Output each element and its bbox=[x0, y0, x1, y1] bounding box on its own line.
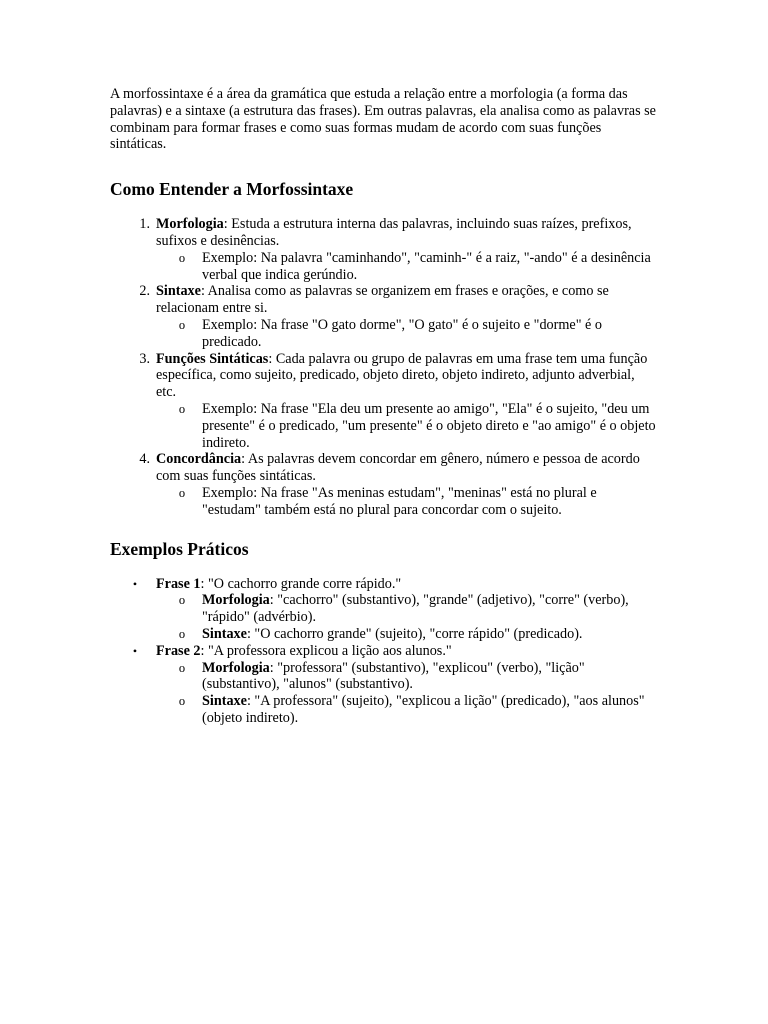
sub-item-text: : "A professora" (sujeito), "explicou a lição" (predicado), "aos alunos" (objeto indireto). bbox=[202, 693, 645, 726]
list-number: 3. bbox=[139, 350, 150, 367]
item-text: : "A professora explicou a lição aos alunos." bbox=[200, 642, 452, 659]
sub-bullet-icon: o bbox=[178, 694, 186, 709]
document-page bbox=[110, 86, 658, 727]
list-item-funcoes-sintaticas bbox=[110, 351, 658, 452]
sub-list bbox=[156, 250, 658, 284]
example-item bbox=[156, 401, 658, 451]
list-item-sintaxe bbox=[110, 283, 658, 350]
term-label: Frase 2 bbox=[156, 642, 201, 659]
sub-bullet-icon: o bbox=[178, 317, 186, 332]
item-text: : "O cachorro grande corre rápido." bbox=[200, 575, 402, 592]
list-number: 1. bbox=[139, 216, 150, 233]
example-item bbox=[156, 485, 658, 519]
intro-paragraph: A morfossintaxe é a área da gramática que estuda a relação entre a morfologia (a forma das palavras) e a sintaxe (a estrutura das frases). Em outras palavras, ela analisa como as palavras se combinam para formar frases e como suas formas mudam de acordo com suas funções sintáticas. bbox=[110, 86, 656, 153]
section-heading-como-entender: Como Entender a Morfossintaxe bbox=[110, 179, 354, 200]
sub-list bbox=[156, 401, 658, 451]
list-item-morfologia bbox=[110, 216, 658, 283]
numbered-list bbox=[110, 216, 658, 518]
example-item bbox=[156, 317, 658, 351]
example-text: Exemplo: Na palavra "caminhando", "caminh-" é a raiz, "-ando" é a desinência verbal que indica gerúndio. bbox=[202, 249, 651, 283]
term-label: Morfologia bbox=[202, 659, 270, 676]
sub-item-sintaxe bbox=[156, 693, 658, 727]
sub-bullet-icon: o bbox=[178, 250, 186, 265]
sub-list bbox=[156, 317, 658, 351]
sub-list bbox=[156, 485, 658, 519]
sub-item-morfologia bbox=[156, 660, 658, 694]
item-text: : Analisa como as palavras se organizem em frases e orações, e como se relacionam entre si. bbox=[156, 283, 609, 317]
list-item-frase-2 bbox=[110, 643, 658, 727]
term-label: Sintaxe bbox=[156, 283, 201, 300]
sub-bullet-icon: o bbox=[178, 660, 186, 675]
bullet-list bbox=[110, 576, 658, 727]
bullet-icon: • bbox=[132, 643, 138, 658]
list-number: 4. bbox=[139, 451, 150, 468]
section-heading-exemplos-praticos: Exemplos Práticos bbox=[110, 538, 249, 559]
term-label: Frase 1 bbox=[156, 575, 201, 592]
sub-bullet-icon: o bbox=[178, 401, 186, 416]
list-number: 2. bbox=[139, 283, 150, 300]
sub-item-text: : "professora" (substantivo), "explicou" (verbo), "lição" (substantivo), "alunos" (substantivo). bbox=[202, 659, 585, 693]
term-label: Funções Sintáticas bbox=[156, 350, 269, 367]
example-text: Exemplo: Na frase "As meninas estudam", "meninas" está no plural e "estudam" também está no plural para concordar com o sujeito. bbox=[202, 484, 597, 518]
item-text: : As palavras devem concordar em gênero, número e pessoa de acordo com suas funções sintáticas. bbox=[156, 451, 640, 485]
term-label: Morfologia bbox=[156, 216, 224, 233]
item-text: : Cada palavra ou grupo de palavras em uma frase tem uma função específica, como sujeito, predicado, objeto direto, objeto indireto, adjunto adverbial, etc. bbox=[156, 350, 648, 401]
sub-item-morfologia bbox=[156, 592, 658, 626]
term-label: Morfologia bbox=[202, 592, 270, 609]
example-text: Exemplo: Na frase "O gato dorme", "O gato" é o sujeito e "dorme" é o predicado. bbox=[202, 316, 602, 350]
example-text: Exemplo: Na frase "Ela deu um presente ao amigo", "Ela" é o sujeito, "deu um presente" é o predicado, "um presente" é o objeto direto e "ao amigo" é o objeto indireto. bbox=[202, 400, 656, 451]
sub-list bbox=[156, 660, 658, 727]
list-item-concordancia bbox=[110, 451, 658, 518]
sub-bullet-icon: o bbox=[178, 593, 186, 608]
term-label: Sintaxe bbox=[202, 693, 247, 710]
sub-item-sintaxe bbox=[156, 626, 658, 643]
sub-list bbox=[156, 592, 658, 642]
sub-item-text: : "cachorro" (substantivo), "grande" (adjetivo), "corre" (verbo), "rápido" (advérbio). bbox=[202, 592, 629, 626]
item-text: : Estuda a estrutura interna das palavras, incluindo suas raízes, prefixos, sufixos e desinências. bbox=[156, 216, 632, 249]
list-item-frase-1 bbox=[110, 576, 658, 643]
bullet-icon: • bbox=[132, 576, 138, 591]
sub-bullet-icon: o bbox=[178, 485, 186, 500]
term-label: Sintaxe bbox=[202, 625, 247, 642]
term-label: Concordância bbox=[156, 451, 242, 468]
example-item bbox=[156, 250, 658, 284]
sub-bullet-icon: o bbox=[178, 626, 186, 641]
sub-item-text: : "O cachorro grande" (sujeito), "corre rápido" (predicado). bbox=[246, 625, 583, 642]
